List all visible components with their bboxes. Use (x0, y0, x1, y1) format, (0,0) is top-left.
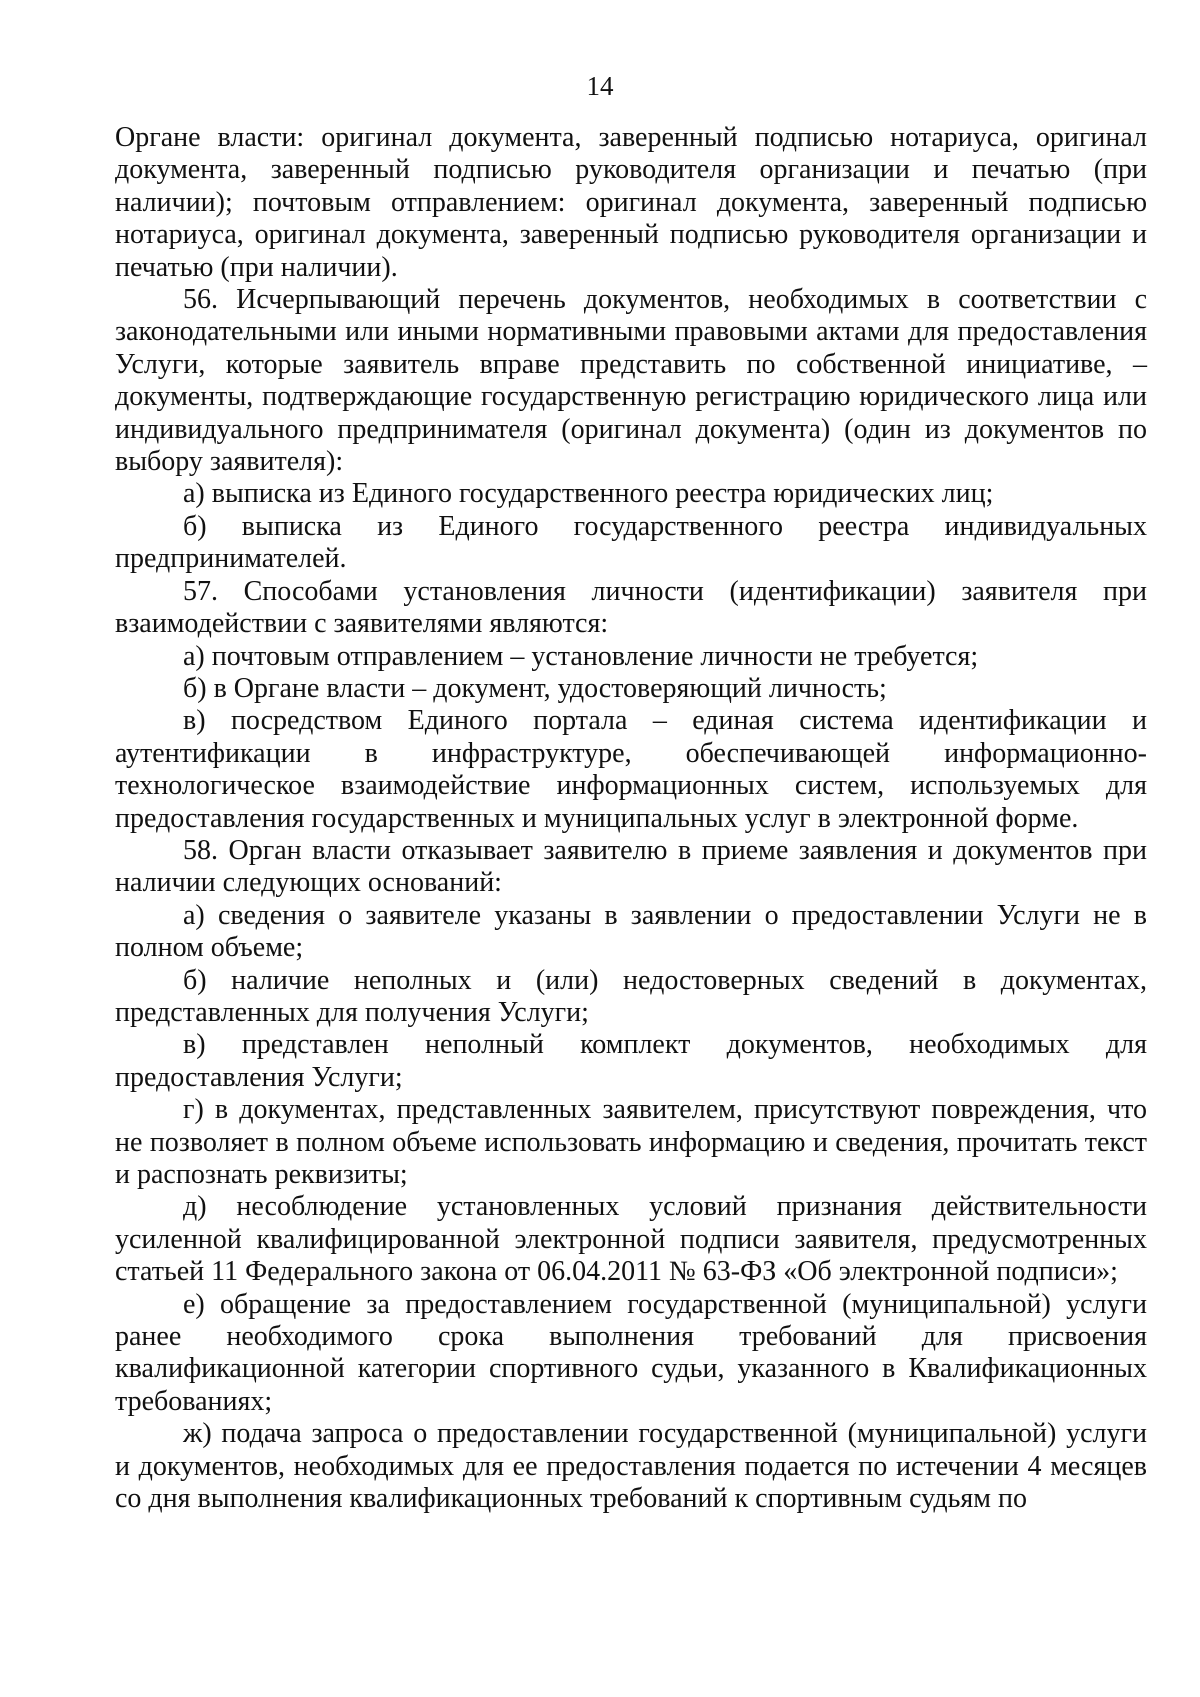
paragraph-57-item-v: в) посредством Единого портала – единая система идентификации и аутентификации в инфраструктуре, обеспечивающей информационно-технологическое взаимодействие информационных систем, используемых для предоставления государственных и муниципальных услуг в электронной форме. (115, 705, 1147, 834)
paragraph-58: 58. Орган власти отказывает заявителю в приеме заявления и документов при наличии следующих оснований: (115, 834, 1147, 899)
paragraph-58-item-g: г) в документах, представленных заявителем, присутствуют повреждения, что не позволяет в полном объеме использовать информацию и сведения, прочитать текст и распознать реквизиты; (115, 1094, 1147, 1190)
paragraph-56-item-b: б) выписка из Единого государственного реестра индивидуальных предпринимателей. (115, 510, 1147, 575)
paragraph-58-item-d: д) несоблюдение установленных условий признания действительности усиленной квалифицированной электронной подписи заявителя, предусмотренных статьей 11 Федерального закона от 06.04.2011 № 63-ФЗ «Об электронной подписи»; (115, 1191, 1147, 1288)
paragraph-57-item-b: б) в Органе власти – документ, удостоверяющий личность; (183, 672, 887, 704)
paragraph-continuation: Органе власти: оригинал документа, заверенный подписью нотариуса, оригинал документа, заверенный подписью руководителя организации и печатью (при наличии); почтовым отправлением: оригинал документа, заверенный подписью нотариуса, оригинал документа, заверенный подписью руководителя организации и печатью (при наличии). (115, 122, 1147, 283)
paragraph-58-item-e: е) обращение за предоставлением государственной (муниципальной) услуги ранее необходимого срока выполнения требований для присвоения квалификационной категории спортивного судьи, указанного в Квалификационных требованиях; (115, 1288, 1147, 1417)
paragraph-58-item-zh: ж) подача запроса о предоставлении государственной (муниципальной) услуги и документов, необходимых для ее предоставления подается по истечении 4 месяцев со дня выполнения квалификационных требований к спортивным судьям по (115, 1418, 1147, 1515)
paragraph-58-item-a: а) сведения о заявителе указаны в заявлении о предоставлении Услуги не в полном объеме; (115, 899, 1147, 964)
page-number: 14 (586, 71, 614, 101)
paragraph-57-item-a: а) почтовым отправлением – установление личности не требуется; (183, 640, 979, 672)
paragraph-56-item-a: а) выписка из Единого государственного реестра юридических лиц; (183, 478, 994, 510)
document-body (115, 122, 1147, 1515)
paragraph-57: 57. Способами установления личности (идентификации) заявителя при взаимодействии с заявителями являются: (115, 575, 1147, 640)
paragraph-58-item-v: в) представлен неполный комплект документов, необходимых для предоставления Услуги; (115, 1029, 1147, 1093)
paragraph-58-item-b: б) наличие неполных и (или) недостоверных сведений в документах, представленных для получения Услуги; (115, 964, 1147, 1028)
paragraph-56: 56. Исчерпывающий перечень документов, необходимых в соответствии с законодательными или иными нормативными правовыми актами для предоставления Услуги, которые заявитель вправе представить по собственной инициативе, – документы, подтверждающие государственную регистрацию юридического лица или индивидуального предпринимателя (оригинал документа) (один из документов по выбору заявителя): (115, 284, 1147, 478)
